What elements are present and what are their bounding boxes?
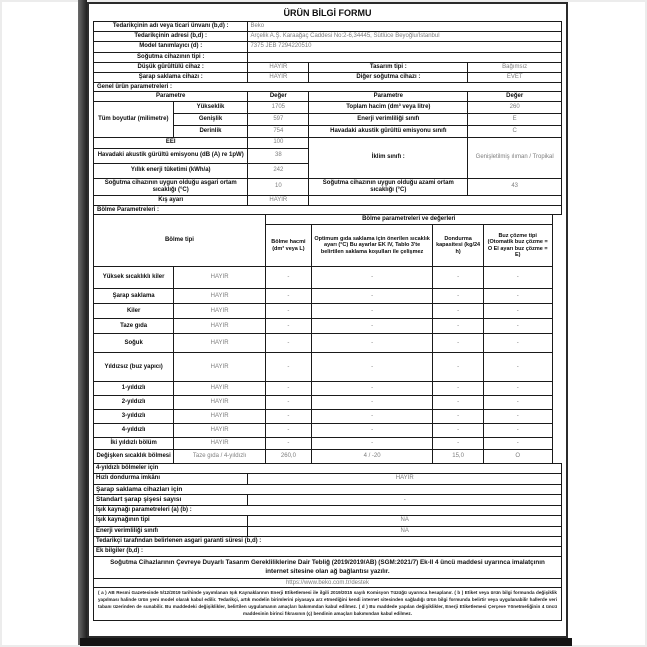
compartment-row <box>94 334 553 353</box>
noise-emission-value: 38 <box>248 148 309 163</box>
table-row <box>94 32 562 42</box>
compartment-name: 3-yıldızlı <box>94 410 174 424</box>
supplier-name-value: Beko <box>248 22 562 32</box>
compartment-name: 2-yıldızlı <box>94 396 174 410</box>
compartment-volume: - <box>265 289 311 304</box>
empty-cell <box>309 195 562 205</box>
compartment-defrost: - <box>483 304 552 319</box>
compartment-name: 4-yıldızlı <box>94 424 174 438</box>
compartment-name: Şarap saklama <box>94 289 174 304</box>
col-parametre-1: Parametre <box>94 92 248 102</box>
low-noise-label: Düşük gürültülü cihaz : <box>94 62 248 72</box>
section-row <box>94 464 562 474</box>
compartment-temp: - <box>311 424 433 438</box>
compartment-defrost: - <box>483 424 552 438</box>
compartment-defrost: - <box>483 396 552 410</box>
wine-device-label: Şarap saklama cihazı : <box>94 72 248 82</box>
total-volume-label: Toplam hacim (dm³ veya litre) <box>309 102 468 114</box>
compartment-present: HAYIR <box>174 438 266 450</box>
min-ambient-temp-label: Soğutma cihazının uygun olduğu asgari ortam sıcaklığı (°C) <box>94 178 248 195</box>
compartment-volume: - <box>265 382 311 396</box>
compartment-freeze: - <box>433 353 483 382</box>
table-row <box>94 178 562 195</box>
compartment-freeze: - <box>433 382 483 396</box>
table-row <box>94 138 562 148</box>
depth-label: Derinlik <box>173 126 248 138</box>
col-deger-2: Değer <box>468 92 562 102</box>
compartment-present: HAYIR <box>174 304 266 319</box>
light-efficiency-label: Enerji verimliliği sınıfı <box>94 526 248 536</box>
compartment-defrost: - <box>483 353 552 382</box>
page-bottom-shadow <box>80 638 572 646</box>
height-label: Yükseklik <box>173 102 248 114</box>
compartment-volume: - <box>265 334 311 353</box>
compartment-volume: - <box>265 353 311 382</box>
light-efficiency-value: NA <box>248 526 562 536</box>
extra-params-table <box>93 463 562 557</box>
compartment-defrost: - <box>483 382 552 396</box>
compartment-row <box>94 353 553 382</box>
eei-label: EEI <box>94 138 248 148</box>
table-header-row <box>94 92 562 102</box>
general-params-heading: Genel ürün parametreleri : <box>93 82 562 92</box>
compartment-defrost: - <box>483 438 552 450</box>
table-row <box>94 22 562 32</box>
winter-setting-label: Kış ayarı <box>94 195 248 205</box>
compartment-present: HAYIR <box>174 267 266 289</box>
compartment-freeze: - <box>433 289 483 304</box>
compartment-name: İki yıldızlı bölüm <box>94 438 174 450</box>
table-row <box>94 495 562 506</box>
compartment-type-header: Bölme tipi <box>94 215 266 267</box>
table-row <box>94 195 562 205</box>
compartment-temp: - <box>311 396 433 410</box>
wine-bottles-label: Standart şarap şişesi sayısı <box>94 495 248 506</box>
light-type-label: Işık kaynağının tipi <box>94 516 248 526</box>
defrost-type-col-header: Buz çözme tipi (Otomatik buz çözme = O El ayarı buz çözme = E) <box>483 225 552 267</box>
compartment-volume: - <box>265 424 311 438</box>
section-row <box>94 546 562 556</box>
compartment-defrost: O <box>483 450 552 464</box>
support-link[interactable]: https://www.beko.com.tr/destek <box>93 578 562 588</box>
table-row <box>94 62 562 72</box>
section-row <box>94 484 562 495</box>
wine-bottles-value: - <box>248 495 562 506</box>
supplier-address-value: Arçelik A.Ş. Karaağaç Caddesi No:2-6,34445, Sütlüce Beyoğlu/İstanbul <box>248 32 562 42</box>
device-type-value <box>248 52 562 62</box>
noise-class-label: Havadaki akustik gürültü emisyonu sınıfı <box>309 126 468 138</box>
table-row <box>94 516 562 526</box>
compartment-present: HAYIR <box>174 424 266 438</box>
design-type-value: Bağımsız <box>468 62 562 72</box>
climate-class-value: Genişletilmiş ılıman / Tropikal <box>468 138 562 178</box>
compartment-present: HAYIR <box>174 382 266 396</box>
compartment-defrost: - <box>483 267 552 289</box>
compartment-volume: - <box>265 396 311 410</box>
compartment-temp: - <box>311 438 433 450</box>
section-row <box>94 506 562 516</box>
fast-freeze-value: HAYIR <box>248 474 562 484</box>
freezing-capacity-col-header: Dondurma kapasitesi (kg/24 h) <box>433 225 483 267</box>
noise-class-value: C <box>468 126 562 138</box>
compartment-present: HAYIR <box>174 353 266 382</box>
compartment-name: 1-yıldızlı <box>94 382 174 396</box>
min-ambient-temp-value: 10 <box>248 178 309 195</box>
four-star-section-heading: 4-yıldızlı bölmeler için <box>94 464 562 474</box>
energy-class-value: E <box>468 114 562 126</box>
compartment-present: HAYIR <box>174 410 266 424</box>
wine-section-heading: Şarap saklama cihazları için <box>94 484 562 495</box>
regulation-statement: Soğutma Cihazlarının Çevreye Duyarlı Tasarım Gerekliliklerine Dair Tebliğ (2019/2019/AB) (SGM:2021/7) Ek-II 4 üncü maddesi uyarınca imalatçının internet sitesine olan ağ bağlantısı yazılır. <box>93 556 562 579</box>
compartment-freeze: - <box>433 410 483 424</box>
compartment-volume: - <box>265 410 311 424</box>
compartment-present: HAYIR <box>174 396 266 410</box>
wine-device-value: HAYIR <box>248 72 309 82</box>
compartment-temp: - <box>311 289 433 304</box>
height-value: 1705 <box>248 102 309 114</box>
table-row <box>94 72 562 82</box>
compartment-params-heading: Bölme Parametreleri : <box>93 205 562 215</box>
compartment-row <box>94 450 553 464</box>
compartment-volume: - <box>265 267 311 289</box>
compartment-row <box>94 438 553 450</box>
form-title: ÜRÜN BİLGİ FORMU <box>283 8 372 18</box>
compartment-row <box>94 410 553 424</box>
device-type-label: Soğutma cihazının tipi : <box>94 52 248 62</box>
volume-col-header: Bölme hacmi (dm³ veya L) <box>265 225 311 267</box>
compartment-defrost: - <box>483 410 552 424</box>
supplier-address-label: Tedarikçinin adresi (b,d) : <box>94 32 248 42</box>
depth-value: 754 <box>248 126 309 138</box>
table-row <box>94 102 562 114</box>
compartment-row <box>94 289 553 304</box>
compartment-name: Kiler <box>94 304 174 319</box>
annual-energy-label: Yıllık enerji tüketimi (kWh/a) <box>94 163 248 178</box>
winter-setting-value: HAYIR <box>248 195 309 205</box>
compartment-defrost: - <box>483 319 552 334</box>
annual-energy-value: 242 <box>248 163 309 178</box>
compartment-name: Taze gıda <box>94 319 174 334</box>
compartment-table <box>93 214 553 464</box>
energy-class-label: Enerji verimliliği sınıfı <box>309 114 468 126</box>
eei-value: 100 <box>248 138 309 148</box>
design-type-label: Tasarım tipi : <box>309 62 468 72</box>
compartment-row <box>94 424 553 438</box>
compartment-name: Soğuk <box>94 334 174 353</box>
compartment-temp: - <box>311 319 433 334</box>
max-ambient-temp-value: 43 <box>468 178 562 195</box>
total-volume-value: 260 <box>468 102 562 114</box>
model-id-value: 7375 JEB 7294220510 <box>248 42 562 52</box>
light-section-heading: Işık kaynağı parametreleri (a) (b) : <box>94 506 562 516</box>
table-row <box>94 42 562 52</box>
compartment-temp: - <box>311 267 433 289</box>
compartment-freeze: 15,0 <box>433 450 483 464</box>
compartment-defrost: - <box>483 289 552 304</box>
supplier-name-label: Tedarikçinin adı veya ticari ünvanı (b,d) : <box>94 22 248 32</box>
low-noise-value: HAYIR <box>248 62 309 72</box>
compartment-row <box>94 319 553 334</box>
light-type-value: NA <box>248 516 562 526</box>
compartment-volume: 260,0 <box>265 450 311 464</box>
optimum-temp-col-header: Optimum gıda saklama için önerilen sıcaklık ayarı (°C) Bu ayarlar EK IV, Tablo 3'te belirtilen saklama koşulları ile çelişmez <box>311 225 433 267</box>
dimensions-label: Tüm boyutlar (milimetre) <box>94 102 174 138</box>
compartment-freeze: - <box>433 334 483 353</box>
fast-freeze-label: Hızlı dondurma imkânı <box>94 474 248 484</box>
table-header-row <box>94 215 553 225</box>
warranty-heading: Tedarikçi tarafından belirlenen asgari garanti süresi (b,d) : <box>94 536 562 546</box>
compartment-freeze: - <box>433 438 483 450</box>
other-cooling-value: EVET <box>468 72 562 82</box>
compartment-freeze: - <box>433 304 483 319</box>
compartment-row <box>94 304 553 319</box>
compartment-present: HAYIR <box>174 289 266 304</box>
compartment-volume: - <box>265 304 311 319</box>
width-value: 597 <box>248 114 309 126</box>
compartment-row <box>94 396 553 410</box>
max-ambient-temp-label: Soğutma cihazının uygun olduğu azami ortam sıcaklığı (°C) <box>309 178 468 195</box>
additional-info-heading: Ek bilgiler (b,d) : <box>94 546 562 556</box>
compartment-name: Yıldızsız (buz yapıcı) <box>94 353 174 382</box>
compartment-temp: - <box>311 382 433 396</box>
section-row <box>94 536 562 546</box>
compartment-volume: - <box>265 438 311 450</box>
compartment-temp: - <box>311 334 433 353</box>
supplier-table <box>93 21 562 83</box>
compartment-group-header: Bölme parametreleri ve değerleri <box>265 215 552 225</box>
compartment-name: Yüksek sıcaklıklı kiler <box>94 267 174 289</box>
compartment-row <box>94 382 553 396</box>
page-left-shadow <box>78 0 87 645</box>
compartment-temp: - <box>311 353 433 382</box>
footnote-text: ( a ) AB Resmi Gazetesinde 5/12/2019 tarihinde yayımlanan Işık Kaynaklarının Enerji Etiketlemesi ile ilgili 2019/2015 sayılı Komisyon Tüzüğü uyarınca hesaplanır. ( b ) Etiket veya ürün bilgi formunda değişiklik yapılması halinde ürün yeni model olarak kabul edilir. Tedarikçi, artık modelin birimlerini piyasaya arz etmediğini kendi internet sitesinden sağladığı ürün bilgi formunda belirtir veya uygulanabilir hallerde veri tabanı üzerinden de sunabilir. Bu maddedeki değişiklikler, belirtilen uygulamanın amaçları bakımından kabul edilmez. ( d ) Bu maddede yapılan değişiklikler, Enerji Etiketlemesi Çerçeve Yönetmeliğinin 4 üncü maddesinin birinci fıkrasının (ç) bendinin amaçları bakımından kabul edilmez. <box>93 587 562 621</box>
compartment-name: Değişken sıcaklık bölmesi <box>94 450 174 464</box>
width-label: Genişlik <box>173 114 248 126</box>
compartment-volume: - <box>265 319 311 334</box>
compartment-row <box>94 267 553 289</box>
compartment-temp: - <box>311 304 433 319</box>
compartment-freeze: - <box>433 424 483 438</box>
compartment-defrost: - <box>483 334 552 353</box>
noise-emission-label: Havadaki akustik gürültü emisyonu (dB (A) re 1pW) <box>94 148 248 163</box>
col-parametre-2: Parametre <box>309 92 468 102</box>
compartment-present: HAYIR <box>174 319 266 334</box>
general-params-table <box>93 91 562 206</box>
compartment-present: Taze gıda / 4-yıldızlı <box>174 450 266 464</box>
table-row <box>94 474 562 484</box>
other-cooling-label: Diğer soğutma cihazı : <box>309 72 468 82</box>
product-information-form <box>87 2 568 638</box>
compartment-freeze: - <box>433 319 483 334</box>
table-row <box>94 526 562 536</box>
compartment-present: HAYIR <box>174 334 266 353</box>
climate-class-label: İklim sınıfı : <box>309 138 468 178</box>
compartment-temp: - <box>311 410 433 424</box>
table-row <box>94 52 562 62</box>
compartment-temp: 4 / -20 <box>311 450 433 464</box>
compartment-freeze: - <box>433 267 483 289</box>
model-id-label: Model tanımlayıcı (d) : <box>94 42 248 52</box>
compartment-freeze: - <box>433 396 483 410</box>
col-deger-1: Değer <box>248 92 309 102</box>
